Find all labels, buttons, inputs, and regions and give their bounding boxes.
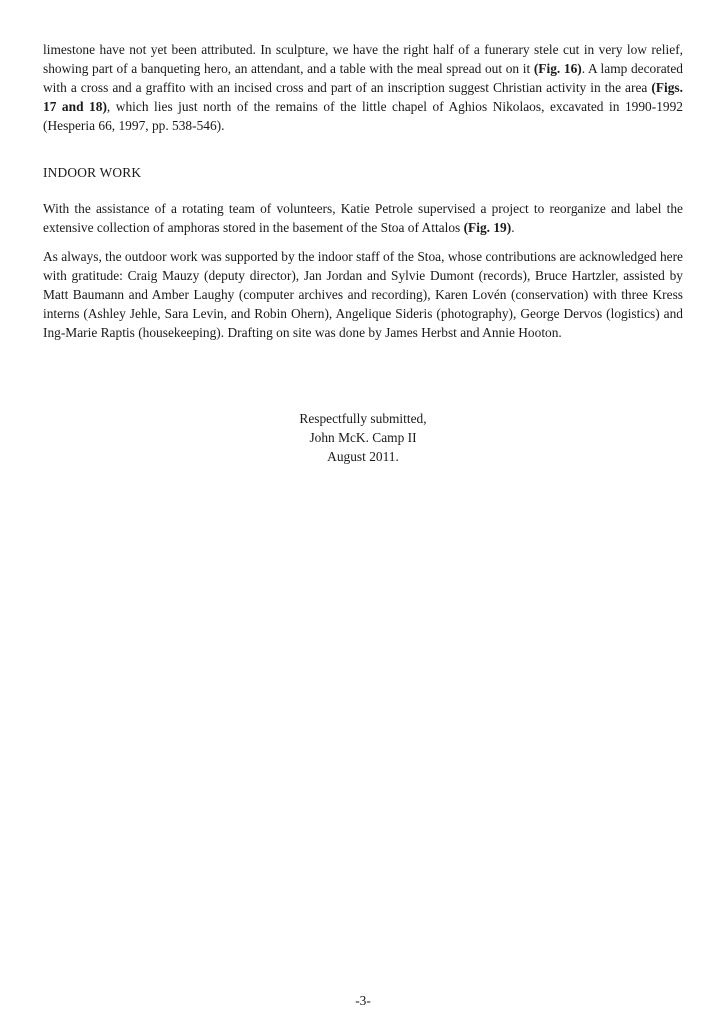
paragraph-text: With the assistance of a rotating team of volunteers, Katie Petrole supervised a project to reorganize and label the extensive collection of amphoras stored in the basement of the Stoa of Attalos: [43, 201, 683, 235]
figure-reference: (Fig. 16): [533, 61, 582, 76]
paragraph-sculpture-finds: [43, 40, 683, 135]
paragraph-acknowledgements: As always, the outdoor work was supported by the indoor staff of the Stoa, whose contributions are acknowledged here with gratitude: Craig Mauzy (deputy director), Jan Jordan and Sylvie Dumont (records), Bruce Hartzler, assisted by Matt Baumann and Amber Laughy (computer archives and recording), Karen Lovén (conservation) with three Kress interns (Ashley Jehle, Sara Levin, and Robin Ohern), Angelique Sideris (photography), George Dervos (logistics) and Ing-Marie Raptis (housekeeping). Drafting on site was done by James Herbst and Annie Hooton.: [43, 249, 683, 340]
paragraph-text: limestone have not yet been attributed. In sculpture, we have the right half of a funerary stele cut in very low relief, showing part of a banqueting hero, an attendant, and a table with the meal spread out on it: [43, 42, 683, 76]
signature-name: John McK. Camp II: [309, 430, 417, 445]
paragraph-text: . A lamp decorated with a cross and a graffito with an incised cross and part of an inscription suggest Christian activity in the area: [43, 61, 683, 95]
paragraph-amphoras: [43, 199, 683, 237]
section-heading-indoor-work: INDOOR WORK: [43, 165, 142, 180]
signature-block: [43, 409, 683, 466]
paragraph-text: , which lies just north of the remains of the little chapel of Aghios Nikolaos, excavated in 1990-1992 (Hesperia 66, 1997, pp. 538-546).: [43, 99, 683, 133]
paragraph-text: .: [511, 220, 515, 235]
figure-reference: (Fig. 19): [463, 220, 512, 235]
signature-date: August 2011.: [327, 449, 399, 464]
signature-closing: Respectfully submitted,: [299, 411, 427, 426]
page-number: -3-: [355, 993, 371, 1008]
figure-reference: (Figs. 17 and 18): [43, 80, 683, 114]
